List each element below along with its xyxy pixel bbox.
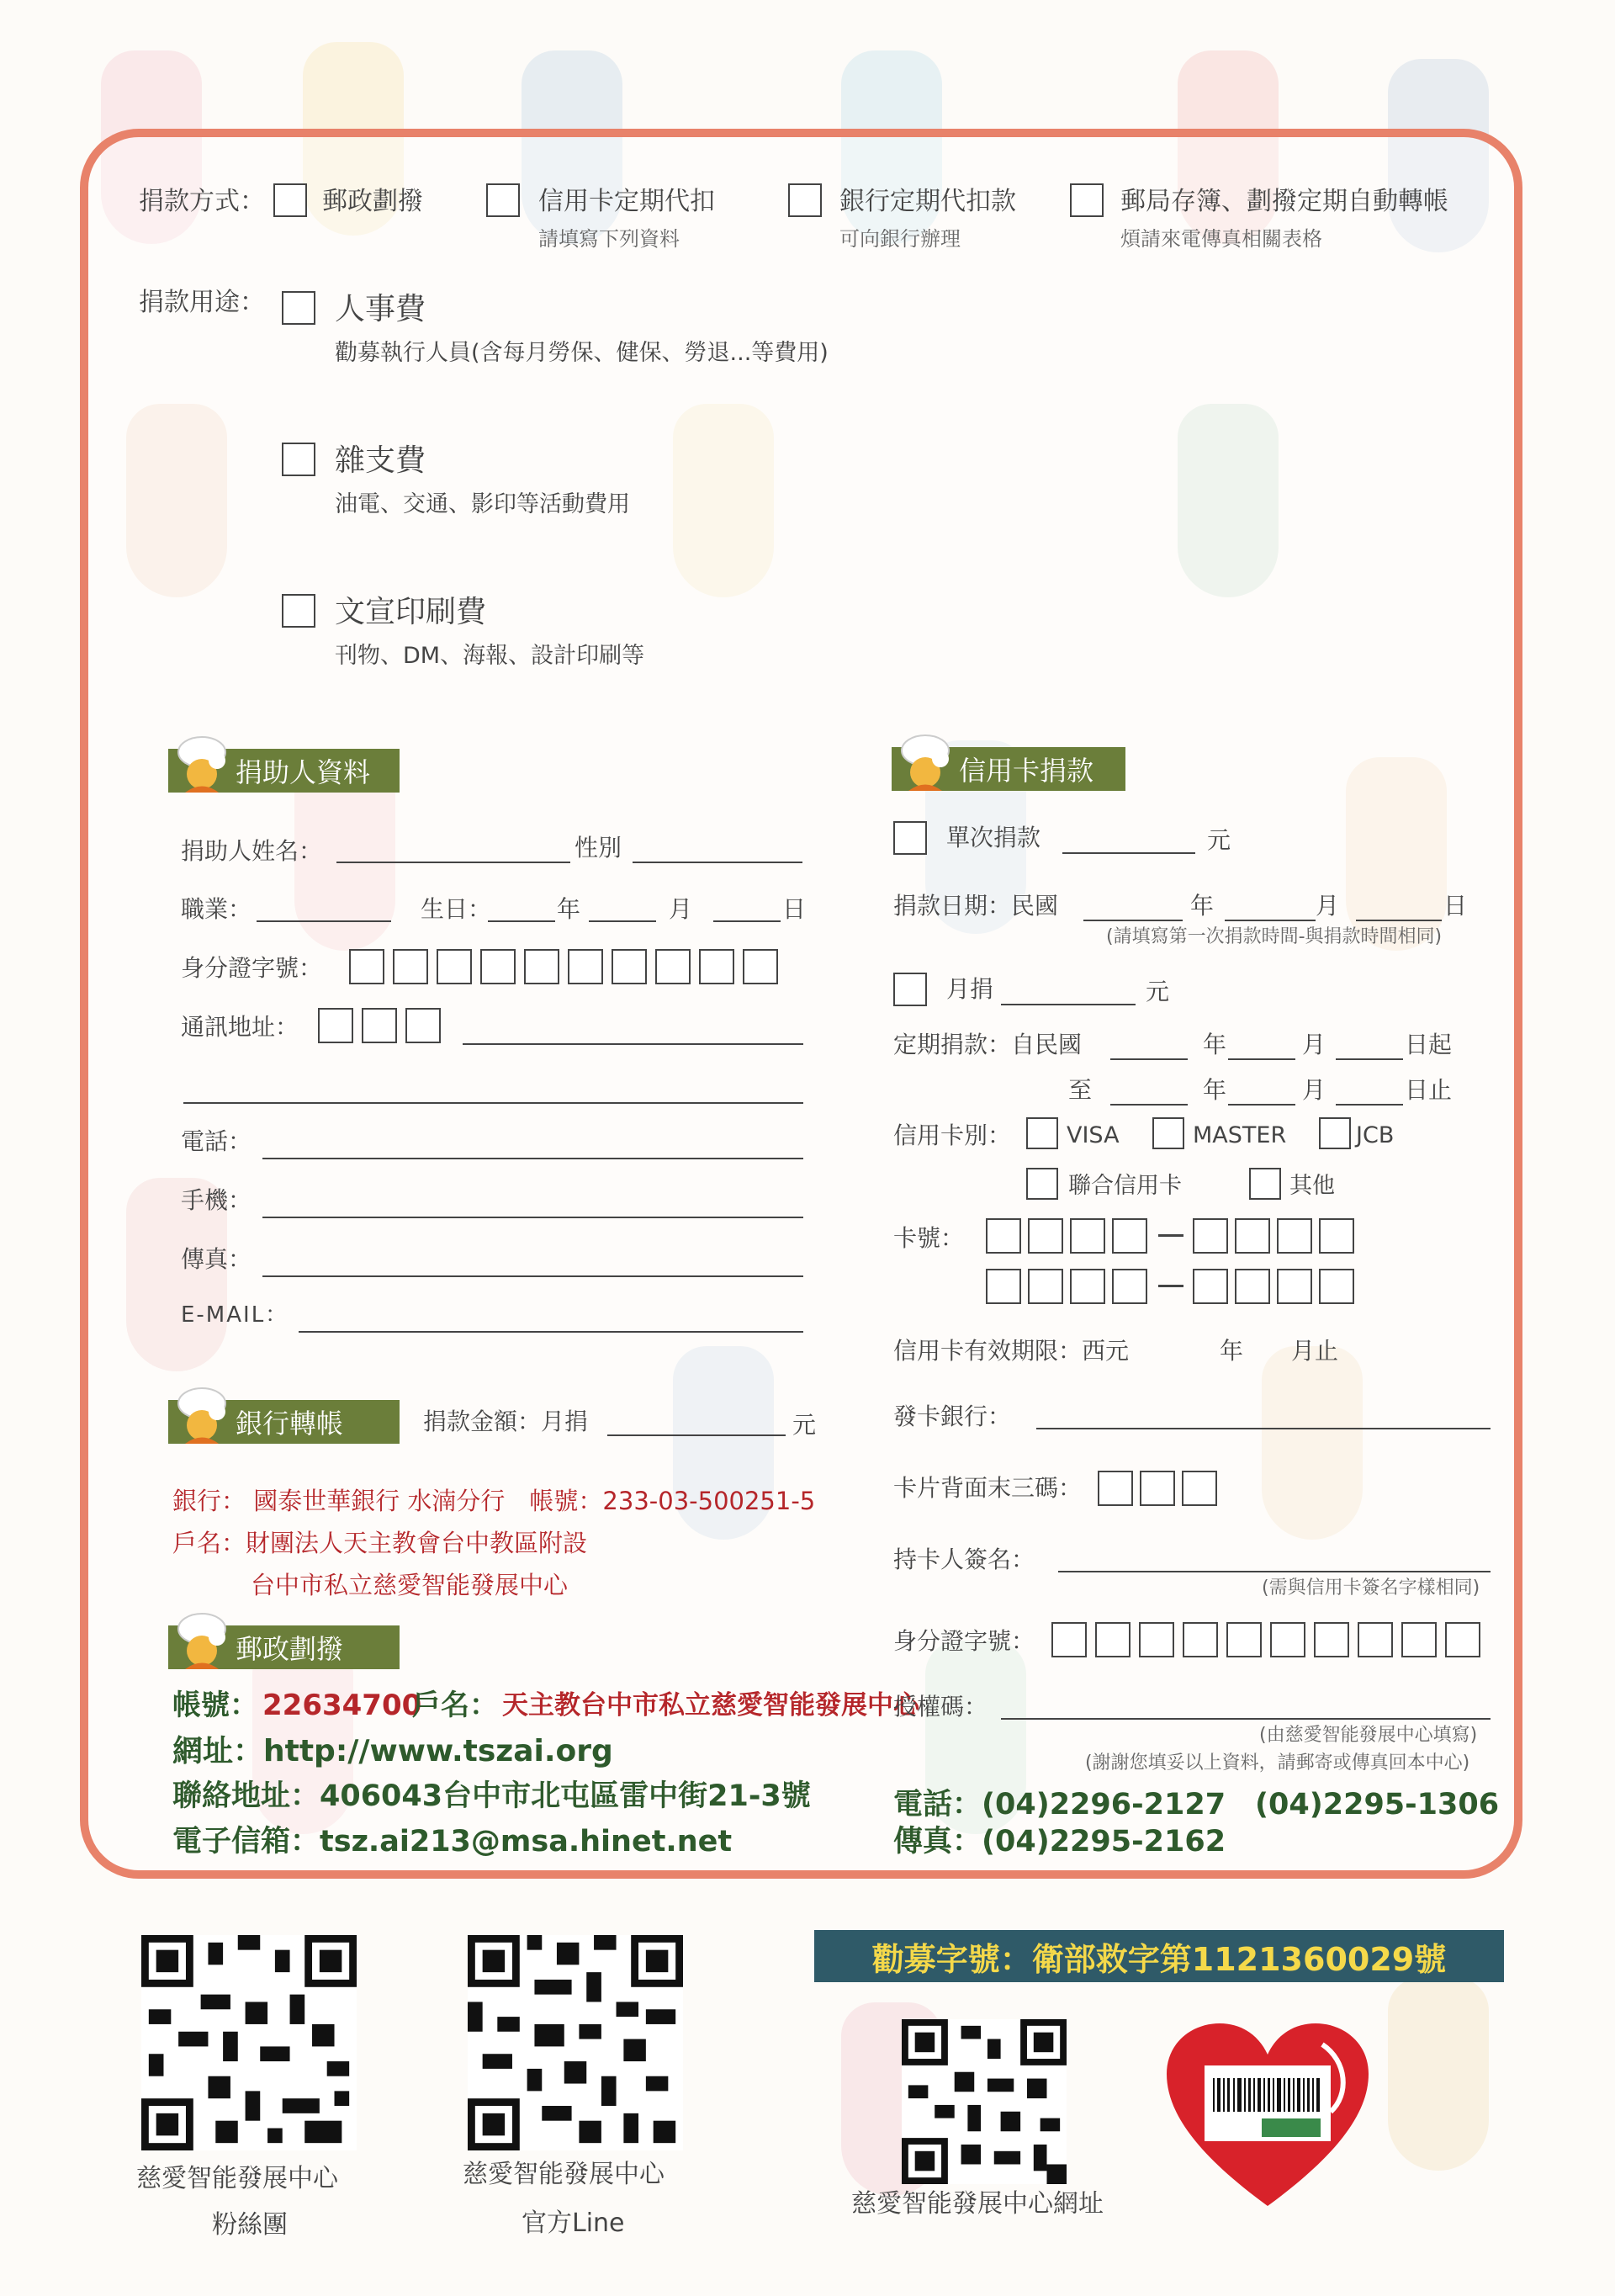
cc-id-boxes[interactable]	[1051, 1622, 1480, 1657]
option-bank-note: 可向銀行辦理	[839, 227, 961, 251]
checkbox-misc[interactable]	[282, 443, 315, 476]
postal-account-value: 22634700	[262, 1689, 422, 1722]
donor-fax-label: 傳真：	[181, 1245, 252, 1273]
permit-banner	[814, 1930, 1504, 1982]
checkbox-printing[interactable]	[282, 594, 315, 628]
period-end-year-label: 年	[1203, 1076, 1227, 1104]
donation-purpose-label: 捐款用途：	[139, 288, 265, 317]
donor-birthday-label: 生日：	[421, 895, 492, 923]
checkbox-personnel[interactable]	[282, 291, 315, 325]
expiry-month-label: 月止	[1291, 1337, 1339, 1365]
period-end-month-input[interactable]	[1228, 1104, 1295, 1106]
donor-job-label: 職業：	[181, 895, 252, 923]
card-number-boxes-1[interactable]	[986, 1218, 1147, 1254]
bank-account-name-2: 台中市私立慈愛智能發展中心	[251, 1571, 569, 1599]
monthly-label: 月捐	[946, 975, 994, 1003]
purpose-misc-desc: 油電、交通、影印等活動費用	[335, 491, 630, 517]
postal-name-value: 天主教台中市私立慈愛智能發展中心	[502, 1690, 919, 1721]
date-day-input[interactable]	[1356, 920, 1442, 921]
period-start-day-label: 日起	[1405, 1031, 1453, 1058]
card-type-union: 聯合信用卡	[1068, 1173, 1182, 1199]
signature-input[interactable]	[1058, 1571, 1491, 1572]
donor-address-input[interactable]	[463, 1043, 803, 1045]
checkbox-single[interactable]	[893, 821, 927, 855]
date-day-label: 日	[1443, 892, 1468, 920]
birthday-month-input[interactable]	[589, 920, 656, 922]
card-number-label: 卡號：	[893, 1224, 965, 1252]
single-yuan-label: 元	[1207, 826, 1231, 854]
period-label: 定期捐款：自民國	[893, 1031, 1083, 1058]
card-number-boxes-2[interactable]	[1193, 1218, 1354, 1254]
checkbox-union[interactable]	[1026, 1168, 1058, 1200]
credit-card-header-title: 信用卡捐款	[959, 755, 1094, 787]
bank-account-name-1: 戶名：財團法人天主教會台中教區附設	[172, 1529, 588, 1557]
donor-name-label: 捐助人姓名：	[181, 837, 323, 865]
checkbox-other[interactable]	[1249, 1168, 1281, 1200]
expiry-label: 信用卡有效期限：西元	[893, 1337, 1130, 1365]
contact-fax: 傳真：(04)2295-2162	[893, 1825, 1226, 1859]
birthday-year-label: 年	[557, 895, 581, 923]
card-type-master: MASTER	[1193, 1122, 1287, 1148]
period-to-label: 至	[1068, 1076, 1093, 1104]
donor-job-input[interactable]	[257, 920, 391, 922]
checkbox-post-auto[interactable]	[1070, 183, 1104, 217]
checkbox-visa[interactable]	[1026, 1117, 1058, 1149]
donor-mobile-label: 手機：	[181, 1186, 252, 1214]
auth-code-input[interactable]	[1001, 1718, 1491, 1720]
bank-account-line: 銀行： 國泰世華銀行 水湳分行 帳號：233-03-500251-5	[172, 1487, 816, 1515]
period-end-day-input[interactable]	[1336, 1104, 1403, 1106]
donor-name-input[interactable]	[336, 862, 570, 863]
form-frame	[80, 129, 1522, 1879]
checkbox-master[interactable]	[1152, 1117, 1184, 1149]
postcode-boxes[interactable]	[318, 1008, 441, 1043]
donor-email-label: E-MAIL：	[181, 1302, 289, 1328]
donation-method-label: 捐款方式：	[139, 187, 265, 216]
donor-mobile-input[interactable]	[262, 1217, 803, 1218]
donor-gender-input[interactable]	[633, 862, 802, 863]
option-bank: 銀行定期代扣款	[839, 187, 1016, 216]
cvv-label: 卡片背面末三碼：	[893, 1474, 1083, 1502]
option-postal: 郵政劃撥	[322, 187, 423, 216]
purpose-printing-desc: 刊物、DM、海報、設計印刷等	[335, 643, 645, 669]
checkbox-jcb[interactable]	[1319, 1117, 1351, 1149]
period-start-year-label: 年	[1203, 1031, 1227, 1058]
purpose-personnel-desc: 勸募執行人員(含每月勞保、健保、勞退...等費用)	[335, 340, 829, 366]
postal-header-title: 郵政劃撥	[236, 1633, 344, 1665]
postal-website[interactable]: 網址：http://www.tszai.org	[172, 1734, 613, 1768]
card-number-boxes-3[interactable]	[986, 1269, 1147, 1304]
purpose-printing-title: 文宣印刷費	[335, 595, 487, 629]
card-number-boxes-4[interactable]	[1193, 1269, 1354, 1304]
chef-icon	[892, 732, 959, 798]
auth-code-label: 授權碼：	[893, 1693, 988, 1721]
birthday-day-label: 日	[782, 895, 807, 923]
option-post-auto-note: 煩請來電傳真相關表格	[1120, 227, 1322, 251]
donor-id-boxes[interactable]	[349, 949, 778, 984]
date-month-input[interactable]	[1225, 920, 1316, 921]
expiry-year-label: 年	[1220, 1337, 1244, 1365]
card-type-label: 信用卡別：	[893, 1121, 1012, 1149]
qr2-caption-line1: 慈愛智能發展中心	[463, 2160, 665, 2189]
single-amount-input[interactable]	[1062, 852, 1195, 854]
card-number-dash	[1158, 1234, 1183, 1237]
postal-header	[168, 1625, 400, 1669]
donor-fax-input[interactable]	[262, 1275, 803, 1277]
qr-code-website[interactable]	[902, 2019, 1067, 2184]
option-credit-card-note: 請填寫下列資料	[538, 227, 680, 251]
chef-icon	[168, 1385, 236, 1450]
option-credit-card: 信用卡定期代扣	[538, 187, 715, 216]
bank-amount-label: 捐款金額：月捐	[423, 1408, 589, 1435]
donor-id-label: 身分證字號：	[181, 954, 323, 982]
date-note: (請填寫第一次捐款時間-與捐款時間相同)	[1106, 926, 1443, 947]
card-type-other: 其他	[1289, 1173, 1335, 1199]
donor-header	[168, 749, 400, 793]
period-start-month-input[interactable]	[1228, 1058, 1295, 1060]
qr2-caption-line2: 官方Line	[522, 2209, 625, 2238]
single-donation-label: 單次捐款	[946, 824, 1041, 851]
bank-amount-input[interactable]	[607, 1434, 786, 1436]
thanks-note: (謝謝您填妥以上資料，請郵寄或傳真回本中心)	[1085, 1752, 1470, 1774]
donation-date-label: 捐款日期：民國	[893, 892, 1059, 920]
qr-code-facebook[interactable]	[141, 1935, 357, 2150]
heart-logo-icon	[1162, 2019, 1373, 2213]
donor-email-input[interactable]	[299, 1331, 803, 1333]
purpose-personnel-title: 人事費	[335, 292, 426, 326]
qr1-caption-line1: 慈愛智能發展中心	[136, 2164, 338, 2193]
credit-card-header	[892, 747, 1125, 791]
period-end-month-label: 月	[1302, 1076, 1326, 1104]
chef-icon	[168, 1610, 236, 1676]
birthday-month-label: 月	[669, 895, 693, 923]
bank-yuan-label: 元	[792, 1411, 817, 1439]
checkbox-bank[interactable]	[788, 183, 822, 217]
donor-address-input-2[interactable]	[183, 1102, 803, 1104]
signature-note: (需與信用卡簽名字樣相同)	[1262, 1578, 1480, 1599]
qr-code-line[interactable]	[468, 1935, 683, 2150]
postal-email[interactable]: 電子信箱：tsz.ai213@msa.hinet.net	[172, 1825, 733, 1859]
donor-gender-label: 性別	[575, 834, 622, 862]
card-number-dash	[1158, 1285, 1183, 1287]
checkbox-monthly[interactable]	[893, 973, 927, 1006]
monthly-yuan-label: 元	[1146, 978, 1170, 1005]
contact-phone: 電話：(04)2296-2127 (04)2295-1306	[893, 1788, 1500, 1821]
purpose-misc-title: 雜支費	[335, 443, 426, 478]
permit-text: 勸募字號：衛部救字第1121360029號	[871, 1940, 1447, 1978]
card-type-jcb: JCB	[1356, 1122, 1395, 1148]
birthday-day-input[interactable]	[713, 920, 781, 922]
date-year-input[interactable]	[1083, 920, 1183, 921]
period-start-year-input[interactable]	[1110, 1058, 1188, 1060]
issuer-input[interactable]	[1036, 1428, 1491, 1429]
qr1-caption-line2: 粉絲團	[212, 2210, 288, 2240]
period-end-day-label: 日止	[1405, 1076, 1453, 1104]
chef-icon	[168, 734, 236, 799]
date-year-label: 年	[1190, 892, 1215, 920]
bank-transfer-header-title: 銀行轉帳	[236, 1408, 344, 1440]
cc-id-label: 身分證字號：	[893, 1627, 1035, 1655]
postal-account-label: 帳號：	[172, 1689, 258, 1722]
birthday-year-input[interactable]	[488, 920, 555, 922]
cvv-boxes[interactable]	[1098, 1471, 1217, 1506]
signature-label: 持卡人簽名：	[893, 1546, 1035, 1573]
donor-phone-input[interactable]	[262, 1158, 803, 1159]
card-type-visa: VISA	[1067, 1122, 1120, 1148]
option-post-auto: 郵局存簿、劃撥定期自動轉帳	[1120, 187, 1448, 216]
checkbox-credit-card[interactable]	[486, 183, 520, 217]
bank-transfer-header	[168, 1400, 400, 1444]
period-end-year-input[interactable]	[1110, 1104, 1188, 1106]
qr3-caption: 慈愛智能發展中心網址	[851, 2189, 1104, 2219]
monthly-amount-input[interactable]	[1001, 1004, 1136, 1005]
date-month-label: 月	[1316, 892, 1340, 920]
checkbox-postal[interactable]	[273, 183, 307, 217]
postal-address: 聯絡地址：406043台中市北屯區雷中街21-3號	[172, 1779, 811, 1813]
auth-note: (由慈愛智能發展中心填寫)	[1259, 1725, 1478, 1746]
issuer-label: 發卡銀行：	[893, 1403, 1012, 1430]
period-start-month-label: 月	[1302, 1031, 1326, 1058]
donor-phone-label: 電話：	[181, 1127, 252, 1155]
period-start-day-input[interactable]	[1336, 1058, 1403, 1060]
donor-header-title: 捐助人資料	[236, 756, 371, 788]
donor-address-label: 通訊地址：	[181, 1013, 299, 1041]
postal-name-label: 戶名：	[412, 1689, 498, 1722]
